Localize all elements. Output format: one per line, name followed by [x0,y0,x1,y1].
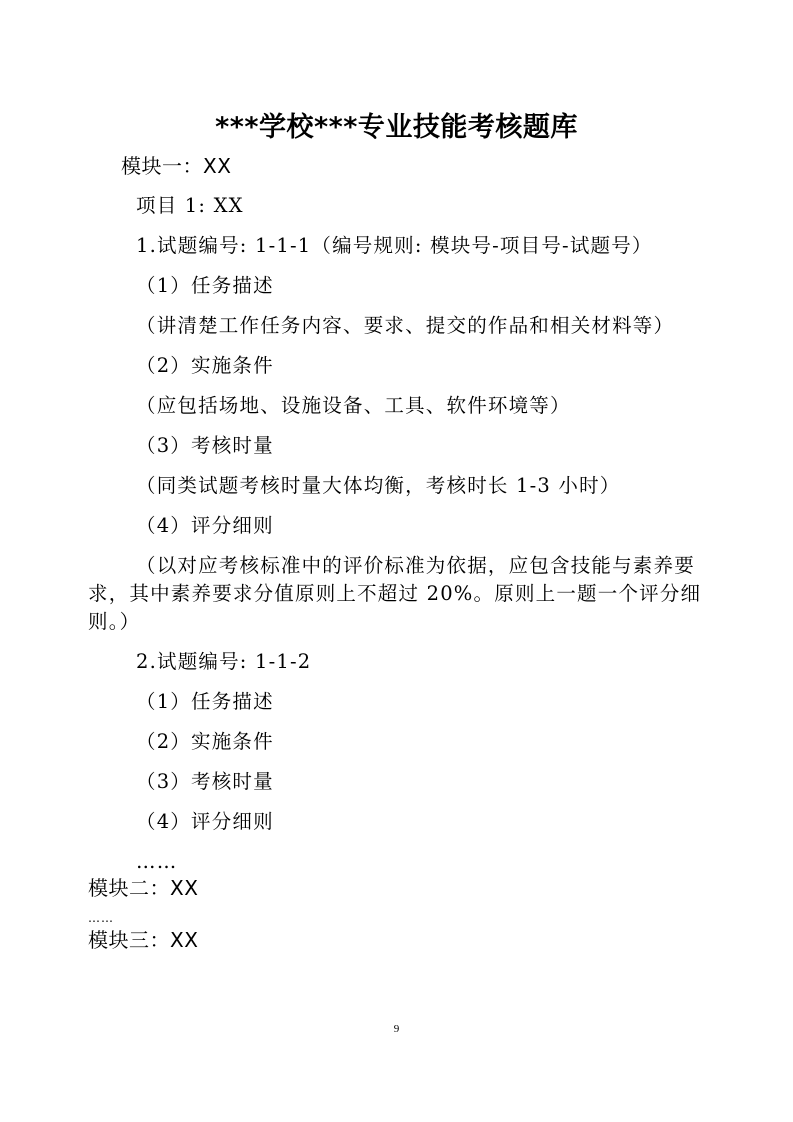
module-1-heading: 模块一：XX [121,154,232,178]
item-1-task-note: （讲清楚工作任务内容、要求、提交的作品和相关材料等） [136,314,675,337]
item-1-task-label: （1）任务描述 [136,274,274,297]
item-1-scoring-label: （4）评分细则 [136,514,274,537]
module-2-heading: 模块二：XX [88,876,199,900]
item-2-time-label: （3）考核时量 [136,770,274,793]
item-1-scoring-note-line-2: 求，其中素养要求分值原则上不超过 20%。原则上一题一个评分细 [88,582,702,605]
item-1-scoring-note-line-1: （以对应考核标准中的评价标准为依据，应包含技能与素养要 [136,554,695,577]
item-1-condition-note: （应包括场地、设施设备、工具、软件环境等） [136,394,571,417]
page-number: 9 [393,1023,400,1035]
item-2-condition-label: （2）实施条件 [136,730,274,753]
item-1-condition-label: （2）实施条件 [136,354,274,377]
item-2-heading: 2.试题编号: 1-1-2 [136,650,312,673]
modules-ellipsis: …… [88,911,114,925]
items-ellipsis: …… [136,850,178,873]
document-title: ***学校***专业技能考核题库 [215,112,578,143]
item-1-time-note: （同类试题考核时量大体均衡，考核时长 1-3 小时） [136,474,621,497]
item-1-time-label: （3）考核时量 [136,434,274,457]
item-1-heading: 1.试题编号: 1-1-1（编号规则: 模块号-项目号-试题号） [136,234,653,257]
item-1-scoring-note-line-3: 则。） [88,610,141,633]
module-3-heading: 模块三：XX [88,928,199,952]
project-1-heading: 项目 1: XX [136,194,244,217]
item-2-scoring-label: （4）评分细则 [136,810,274,833]
item-2-task-label: （1）任务描述 [136,690,274,713]
